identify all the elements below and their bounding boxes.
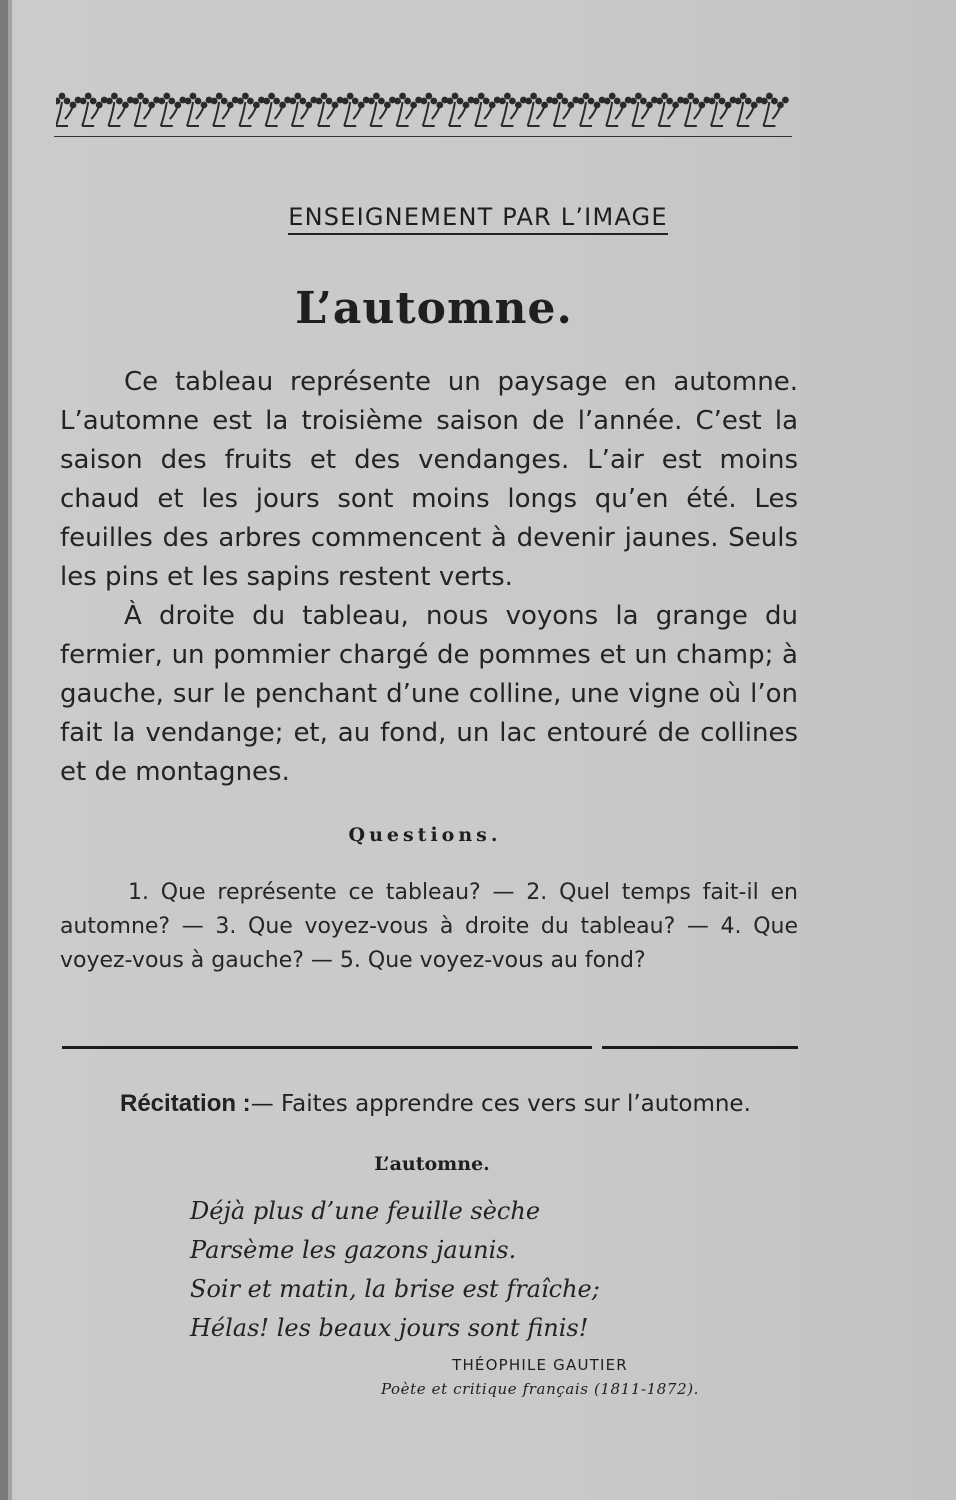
- clover-sprig-icon: [237, 93, 265, 126]
- clover-sprig-icon: [499, 93, 527, 126]
- clover-sprig-icon: [656, 93, 684, 126]
- clover-sprig-icon: [525, 93, 553, 126]
- clover-sprig-icon: [56, 93, 81, 126]
- poem-verses: [190, 1192, 600, 1348]
- poem-title: L’automne.: [374, 1153, 490, 1175]
- clover-sprig-icon: [709, 93, 737, 126]
- recitation-line: [120, 1090, 820, 1118]
- questions-heading: Questions.: [348, 824, 502, 846]
- clover-sprig-icon: [316, 93, 344, 126]
- poem-line: Déjà plus d’une feuille sèche: [190, 1197, 541, 1225]
- questions-body: [60, 876, 798, 978]
- ornament-rule: [54, 136, 792, 137]
- section-kicker: [0, 203, 956, 231]
- lesson-paragraph: À droite du tableau, nous voyons la grange du fermier, un pommier chargé de pommes et un champ; à gauche, sur le penchant d’une colline, une vigne où l’on fait la vendange; et, au fond, un lac entouré de collines et de montagnes.: [60, 601, 798, 787]
- poem-line: Parsème les gazons jaunis.: [190, 1236, 517, 1264]
- clover-sprig-icon: [289, 93, 317, 126]
- section-divider-left: [62, 1046, 592, 1049]
- poem-line: Hélas! les beaux jours sont finis!: [190, 1314, 589, 1342]
- clover-sprig-icon: [80, 93, 108, 126]
- clover-sprig-icon: [682, 93, 710, 126]
- page-title: L’automne.: [295, 283, 573, 334]
- clover-sprig-icon: [394, 93, 422, 126]
- clover-sprig-border-icon: [56, 92, 792, 132]
- clover-sprig-icon: [185, 93, 213, 126]
- clover-sprig-icon: [604, 93, 632, 126]
- questions-paragraph: 1. Que représente ce tableau? — 2. Quel temps fait-il en automne? — 3. Que voyez-vous à droite du tableau? — 4. Que voyez-vous à gauche? — 5. Que voyez-vous au fond?: [60, 880, 798, 973]
- recitation-instruction: — Faites apprendre ces vers sur l’automne.: [250, 1091, 751, 1117]
- clover-sprig-icon: [368, 93, 396, 126]
- poem-author: THÉOPHILE GAUTIER: [452, 1356, 628, 1374]
- lesson-paragraph: Ce tableau représente un paysage en automne. L’automne est la troisième saison de l’année. C’est la saison des fruits et des vendanges. L’air est moins chaud et les jours sont moins longs qu’en été. Les feuilles des arbres commencent à devenir jaunes. Seuls les pins et les sapins restent verts.: [60, 367, 798, 592]
- clover-sprig-icon: [132, 93, 160, 126]
- clover-sprig-icon: [342, 93, 370, 126]
- poem-line: Soir et matin, la brise est fraîche;: [190, 1275, 600, 1303]
- lesson-body: [60, 363, 798, 792]
- section-divider-right: [602, 1046, 798, 1049]
- poem-author-description: Poète et critique français (1811-1872).: [380, 1380, 700, 1398]
- clover-sprig-icon: [106, 93, 134, 126]
- clover-sprig-icon: [630, 93, 658, 126]
- clover-sprig-icon: [420, 93, 448, 126]
- clover-sprig-icon: [447, 93, 475, 126]
- clover-sprig-icon: [473, 93, 501, 126]
- recitation-label: Récitation :: [120, 1090, 251, 1117]
- clover-sprig-icon: [761, 93, 789, 126]
- section-kicker-text: ENSEIGNEMENT PAR L’IMAGE: [288, 203, 667, 235]
- clover-sprig-icon: [735, 93, 763, 126]
- clover-sprig-icon: [158, 93, 186, 126]
- clover-sprig-icon: [263, 93, 291, 126]
- clover-sprig-icon: [211, 93, 239, 126]
- clover-sprig-icon: [578, 93, 606, 126]
- clover-sprig-icon: [551, 93, 579, 126]
